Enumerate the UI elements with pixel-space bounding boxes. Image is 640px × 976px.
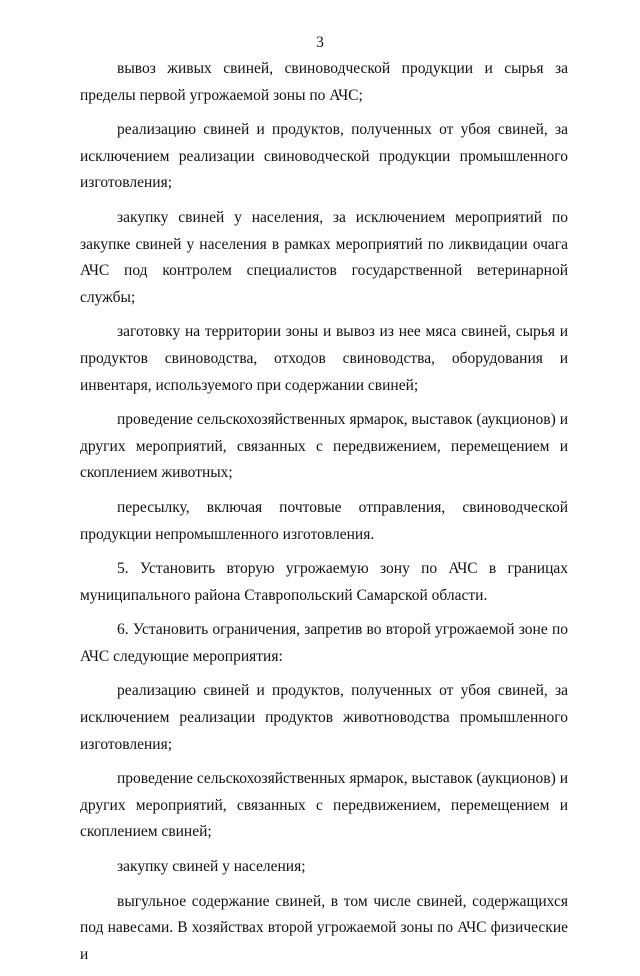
paragraph: закупку свиней у населения, за исключением мероприятий по закупке свиней у населения в рамках мероприятий по ликвидации очага АЧС под контролем специалистов государственной ветеринарной службы; [80, 208, 568, 306]
paragraph: 6. Установить ограничения, запретив во второй угрожаемой зоне по АЧС следующие мероприятия: [80, 621, 568, 665]
paragraph: проведение сельскохозяйственных ярмарок, выставок (аукционов) и других мероприятий, связанных с передвижением, перемещением и скоплением свиней; [80, 770, 568, 841]
paragraph: закупку свиней у населения; [117, 858, 306, 876]
paragraph: выгульное содержание свиней, в том числе свиней, содержащихся под навесами. В хозяйствах второй угрожаемой зоны по АЧС физические и [80, 892, 568, 963]
paragraph: реализацию свиней и продуктов, полученных от убоя свиней, за исключением реализации свиноводческой продукции промышленного изготовления; [80, 121, 568, 192]
paragraph: реализацию свиней и продуктов, полученных от убоя свиней, за исключением реализации продуктов животноводства промышленного изготовления; [80, 682, 568, 753]
paragraph: вывоз живых свиней, свиноводческой продукции и сырья за пределы первой угрожаемой зоны по АЧС; [80, 60, 568, 104]
document-body [80, 56, 568, 976]
paragraph: проведение сельскохозяйственных ярмарок, выставок (аукционов) и других мероприятий, связанных с передвижением, перемещением и скоплением животных; [80, 411, 568, 482]
paragraph: 5. Установить вторую угрожаемую зону по АЧС в границах муниципального района Ставропольский Самарской области. [80, 560, 568, 604]
page-number: 3 [316, 34, 324, 51]
paragraph: пересылку, включая почтовые отправления, свиноводческой продукции непромышленного изготовления. [80, 498, 568, 543]
paragraph: заготовку на территории зоны и вывоз из нее мяса свиней, сырья и продуктов свиноводства, отходов свиноводства, оборудования и инвентаря, используемого при содержании свиней; [80, 323, 568, 394]
